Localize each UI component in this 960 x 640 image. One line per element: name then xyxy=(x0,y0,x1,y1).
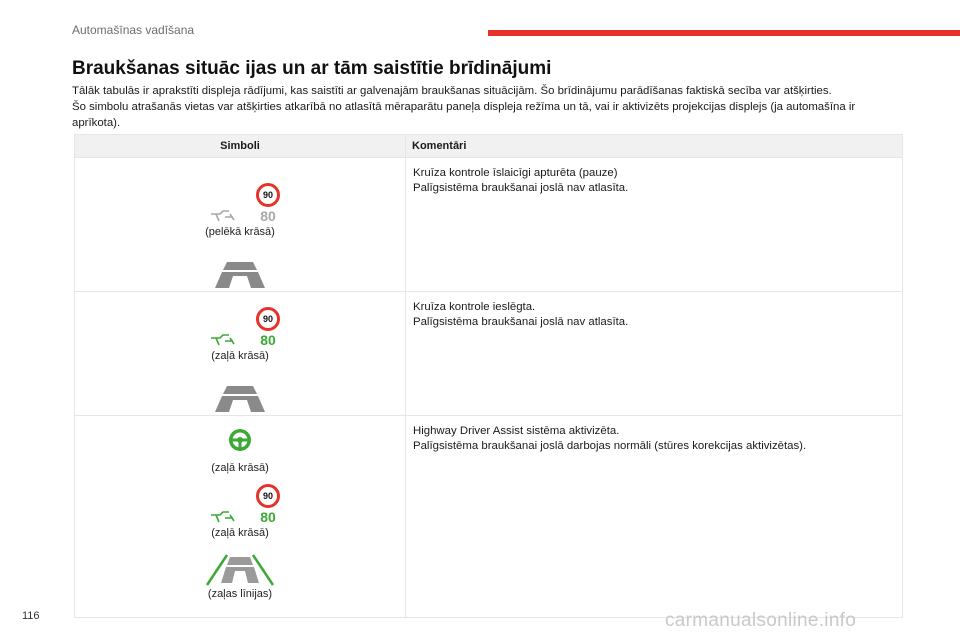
lane-assist-green-icon xyxy=(205,553,275,587)
table-row xyxy=(75,416,903,618)
speed-limit-sign-icon: 90 xyxy=(256,307,280,331)
page-title: Braukšanas situāc ijas un ar tām saistītie brīdinājumi xyxy=(72,58,552,79)
comment-line: Highway Driver Assist sistēma aktivizēta. xyxy=(413,425,620,437)
comment-cell xyxy=(406,158,903,292)
lane-caption: (zaļas līnijas) xyxy=(207,588,273,600)
symbols-table xyxy=(74,134,903,618)
set-speed-value: 80 xyxy=(260,332,276,348)
symbol-caption: (zaļā krāsā) xyxy=(211,527,269,539)
symbol-cell xyxy=(75,292,406,416)
lane-assist-grey-icon xyxy=(213,260,267,290)
column-header-symbols: Simboli xyxy=(75,135,406,158)
comment-line: Palīgsistēma braukšanai joslā nav atlasīta. xyxy=(413,316,629,328)
cruise-control-indicator xyxy=(180,183,300,225)
set-speed-value: 80 xyxy=(260,208,276,224)
intro-paragraph-1: Tālāk tabulās ir aprakstīti displeja rādījumi, kas saistīti ar galvenajām braukšanas situācijām. Šo brīdinājumu parādīšanas faktiskā secība var atšķirties. xyxy=(72,85,832,97)
table-row xyxy=(75,158,903,292)
comment-cell xyxy=(406,292,903,416)
column-header-comments: Komentāri xyxy=(406,135,903,158)
watermark: carmanualsonline.info xyxy=(665,610,857,631)
car-speed-icon xyxy=(210,209,236,223)
lane-assist-grey-icon xyxy=(213,384,267,414)
symbol-caption: (pelēkā krāsā) xyxy=(205,226,275,238)
speed-limit-sign-icon: 90 xyxy=(256,484,280,508)
table-row xyxy=(75,292,903,416)
car-speed-icon xyxy=(210,333,236,347)
set-speed-value: 80 xyxy=(260,509,276,525)
intro-paragraph-2: Šo simbolu atrašanās vietas var atšķirties atkarībā no atlasītā mēraparātu paneļa displeja režīma un tā, vai ir aktivizēts projekcijas displejs (ja automašīna ir aprīkota). xyxy=(72,101,856,129)
cruise-control-indicator xyxy=(180,307,300,349)
symbol-caption: (zaļā krāsā) xyxy=(211,350,269,362)
comment-line: Palīgsistēma braukšanai joslā nav atlasīta. xyxy=(413,182,629,194)
comment-line: Kruīza kontrole īslaicīgi apturēta (pauze) xyxy=(413,167,618,179)
car-speed-icon xyxy=(210,510,236,524)
steering-wheel-icon xyxy=(226,427,254,453)
cruise-control-indicator xyxy=(180,484,300,526)
speed-limit-sign-icon: 90 xyxy=(256,183,280,207)
symbol-cell xyxy=(75,158,406,292)
section-header: Automašīnas vadīšana xyxy=(72,23,195,37)
comment-cell xyxy=(406,416,903,618)
wheel-caption: (zaļā krāsā) xyxy=(211,462,269,474)
symbol-cell xyxy=(75,416,406,618)
comment-line: Palīgsistēma braukšanai joslā darbojas normāli (stūres korekcijas aktivizētas). xyxy=(413,440,807,452)
header-accent-bar xyxy=(488,30,960,36)
intro-text xyxy=(72,83,902,131)
page-number: 116 xyxy=(22,610,40,622)
comment-line: Kruīza kontrole ieslēgta. xyxy=(413,301,536,313)
